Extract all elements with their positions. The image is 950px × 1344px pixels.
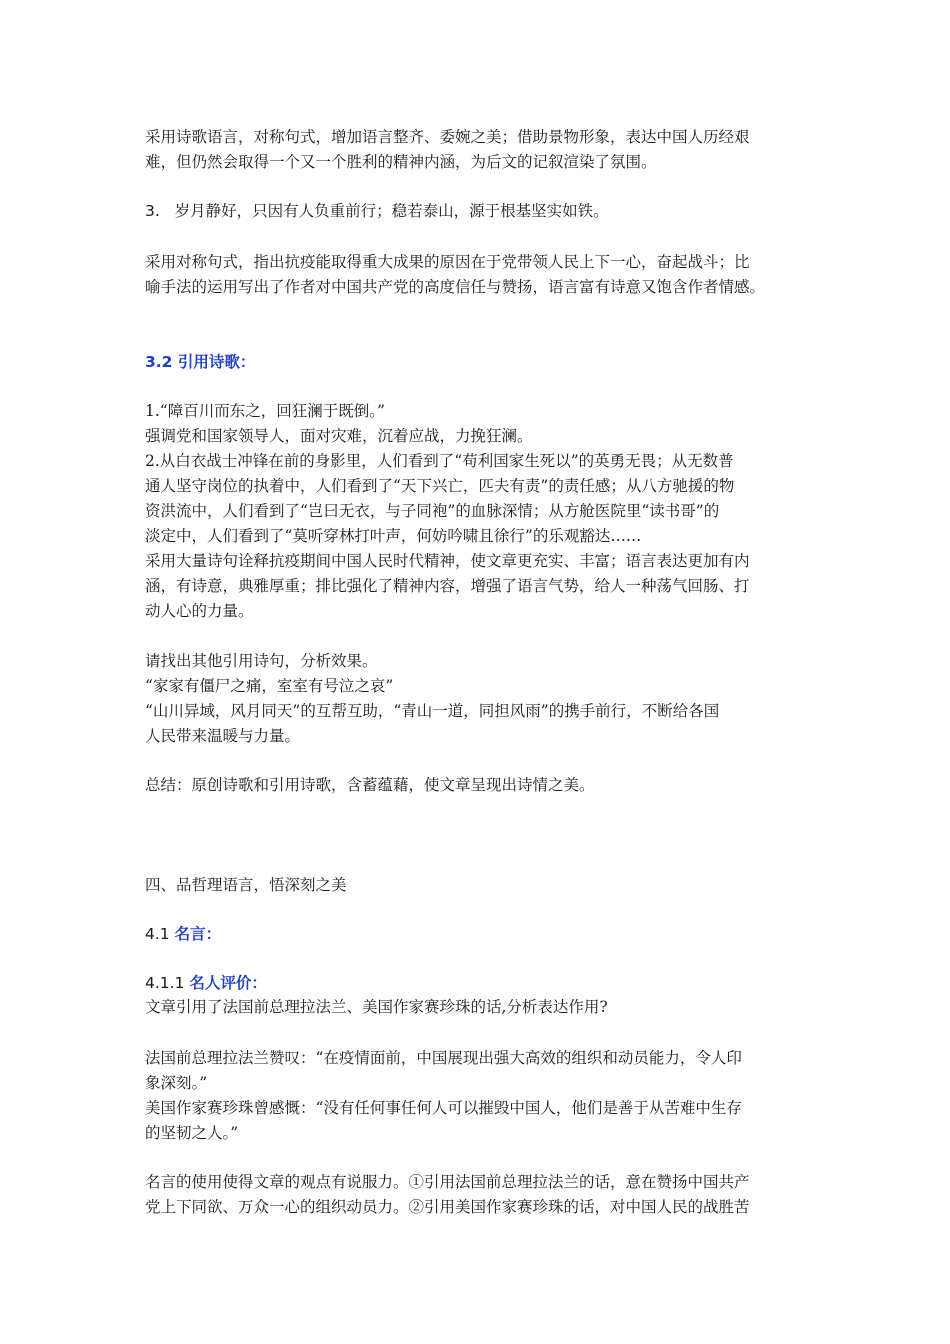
paragraph-line: “家家有僵尸之痛，室室有号泣之哀” xyxy=(145,677,394,695)
paragraph-line: 采用大量诗句诠释抗疫期间中国人民时代精神，使文章更充实、丰富；语言表达更加有内 xyxy=(145,552,750,570)
section-heading-3-2: 3.2 引用诗歌： xyxy=(145,353,256,371)
quote-line: 美国作家赛珍珠曾感慨：“没有任何事任何人可以摧毁中国人，他们是善于从苦难中生存 xyxy=(145,1099,742,1117)
paragraph-line: 强调党和国家领导人，面对灾难，沉着应战，力挽狂澜。 xyxy=(145,427,533,445)
analysis-line: 名言的使用使得文章的观点有说服力。①引用法国前总理拉法兰的话，意在赞扬中国共产 xyxy=(145,1173,750,1191)
paragraph-line: 请找出其他引用诗句，分析效果。 xyxy=(145,652,378,670)
quote-line: 的坚韧之人。” xyxy=(145,1124,239,1142)
list-item-text: 岁月静好，只因有人负重前行；稳若泰山，源于根基坚实如铁。 xyxy=(174,202,609,220)
paragraph-line: 动人心的力量。 xyxy=(145,602,254,620)
quote-line: 法国前总理拉法兰赞叹：“在疫情面前，中国展现出强大高效的组织和动员能力，令人印 xyxy=(145,1049,742,1067)
subsection-heading-4-1-1 xyxy=(145,971,815,995)
heading-label: 名言： xyxy=(174,925,222,943)
paragraph-line: 难，但仍然会取得一个又一个胜利的精神内涵，为后文的记叙渲染了氛围。 xyxy=(145,153,657,171)
list-item-3 xyxy=(145,199,815,223)
paragraph-line: 人民带来温暖与力量。 xyxy=(145,727,301,745)
paragraph-line: 采用诗歌语言，对称句式，增加语言整齐、委婉之美；借助景物形象，表达中国人历经艰 xyxy=(145,128,750,146)
paragraph-line: 通人坚守岗位的执着中，人们看到了“天下兴亡，匹夫有责”的责任感；从八方驰援的物 xyxy=(145,477,735,495)
quote-line: 象深刻。” xyxy=(145,1074,208,1092)
heading-number: 4.1 xyxy=(145,925,170,943)
subsection-heading-4-1 xyxy=(145,922,815,946)
paragraph-line: 喻手法的运用写出了作者对中国共产党的高度信任与赞扬，语言富有诗意又饱含作者情感。 xyxy=(145,278,766,296)
summary-line: 总结：原创诗歌和引用诗歌，含蓄蕴藉，使文章呈现出诗情之美。 xyxy=(145,776,595,794)
heading-label: 名人评价： xyxy=(189,974,267,992)
list-number: 3. xyxy=(145,202,160,220)
heading-number: 4.1.1 xyxy=(145,974,185,992)
analysis-line: 党上下同欲、万众一心的组织动员力。②引用美国作家赛珍珠的话，对中国人民的战胜苦 xyxy=(145,1198,750,1216)
paragraph-line: 1.“障百川而东之，回狂澜于既倒。” xyxy=(145,402,385,420)
paragraph-line: “山川异域，风月同天”的互帮互助，“青山一道，同担风雨”的携手前行，不断给各国 xyxy=(145,702,720,720)
section-heading-4: 四、品哲理语言，悟深刻之美 xyxy=(145,876,347,894)
paragraph-line: 资洪流中，人们看到了“岂曰无衣，与子同袍”的血脉深情；从方舱医院里“读书哥”的 xyxy=(145,502,720,520)
paragraph-line: 涵，有诗意，典雅厚重；排比强化了精神内容，增强了语言气势，给人一种荡气回肠、打 xyxy=(145,577,750,595)
question-line: 文章引用了法国前总理拉法兰、美国作家赛珍珠的话,分析表达作用? xyxy=(145,998,608,1016)
paragraph-line: 采用对称句式，指出抗疫能取得重大成果的原因在于党带领人民上下一心，奋起战斗；比 xyxy=(145,253,750,271)
paragraph-line: 淡定中，人们看到了“莫听穿林打叶声，何妨吟啸且徐行”的乐观豁达…… xyxy=(145,527,642,545)
paragraph-line: 2.从白衣战士冲锋在前的身影里，人们看到了“苟利国家生死以”的英勇无畏；从无数普 xyxy=(145,452,734,470)
